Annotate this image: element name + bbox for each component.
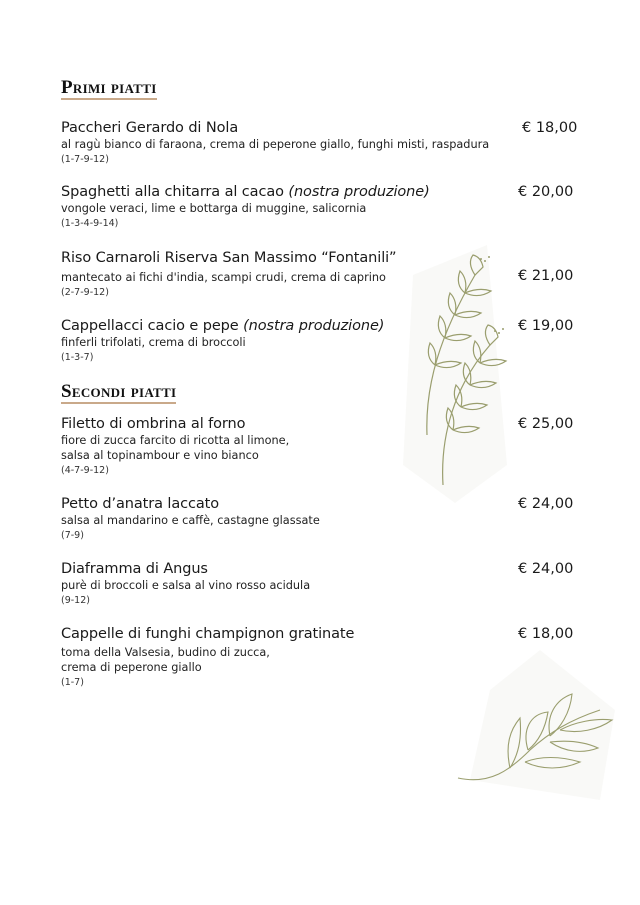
dish-allergens: (4-7-9-12): [61, 465, 109, 476]
dish-price: € 24,00: [518, 561, 574, 577]
dish-name: Petto d’anatra laccato: [61, 496, 220, 512]
dish-name: Riso Carnaroli Riserva San Massimo “Fontanili”: [61, 250, 397, 266]
dish-name: Cappelle di funghi champignon gratinate: [61, 626, 355, 642]
section-title-secondi: Secondi piatti: [61, 381, 177, 402]
dish-description: vongole veraci, lime e bottarga di muggine, salicornia: [61, 202, 367, 215]
dish-description: salsa al topinambour e vino bianco: [61, 449, 259, 462]
dish-price: € 19,00: [518, 318, 574, 334]
section-title-primi: Primi piatti: [61, 77, 157, 98]
dish-description: mantecato ai fichi d'india, scampi crudi, crema di caprino: [61, 271, 386, 284]
menu-item: [61, 625, 581, 690]
dish-name: Diaframma di Angus: [61, 561, 208, 577]
dish-allergens: (7-9): [61, 530, 84, 541]
menu-item: [61, 560, 581, 608]
menu-item: [61, 495, 581, 543]
menu-item: [61, 119, 581, 167]
dish-name: Paccheri Gerardo di Nola: [61, 120, 239, 136]
dish-allergens: (1-7-9-12): [61, 154, 109, 165]
dish-price: € 25,00: [518, 416, 574, 432]
dish-allergens: (2-7-9-12): [61, 287, 109, 298]
dish-allergens: (1-3-7): [61, 352, 94, 363]
dish-description: finferli trifolati, crema di broccoli: [61, 336, 246, 349]
menu-item: [61, 415, 581, 478]
dish-name: Spaghetti alla chitarra al cacao (nostra produzione): [61, 184, 430, 200]
dish-allergens: (9-12): [61, 595, 90, 606]
dish-description: purè di broccoli e salsa al vino rosso acidula: [61, 579, 311, 592]
dish-note: (nostra produzione): [288, 184, 430, 200]
dish-price: € 18,00: [522, 120, 578, 136]
dish-description: toma della Valsesia, budino di zucca,: [61, 646, 270, 659]
dish-allergens: (1-7): [61, 677, 84, 688]
dish-name: Cappellacci cacio e pepe (nostra produzione): [61, 318, 385, 334]
dish-name: Filetto di ombrina al forno: [61, 416, 246, 432]
menu-item: [61, 183, 581, 231]
dish-description: al ragù bianco di faraona, crema di peperone giallo, funghi misti, raspadura: [61, 138, 490, 151]
menu-item: [61, 249, 581, 300]
dish-description: salsa al mandarino e caffè, castagne glassate: [61, 514, 320, 527]
dish-price: € 21,00: [518, 268, 574, 284]
dish-description: crema di peperone giallo: [61, 661, 202, 674]
dish-price: € 18,00: [518, 626, 574, 642]
dish-allergens: (1-3-4-9-14): [61, 218, 119, 229]
dish-note: (nostra produzione): [243, 318, 385, 334]
dish-price: € 20,00: [518, 184, 574, 200]
menu-item: [61, 317, 581, 365]
dish-price: € 24,00: [518, 496, 574, 512]
dish-description: fiore di zucca farcito di ricotta al limone,: [61, 434, 290, 447]
